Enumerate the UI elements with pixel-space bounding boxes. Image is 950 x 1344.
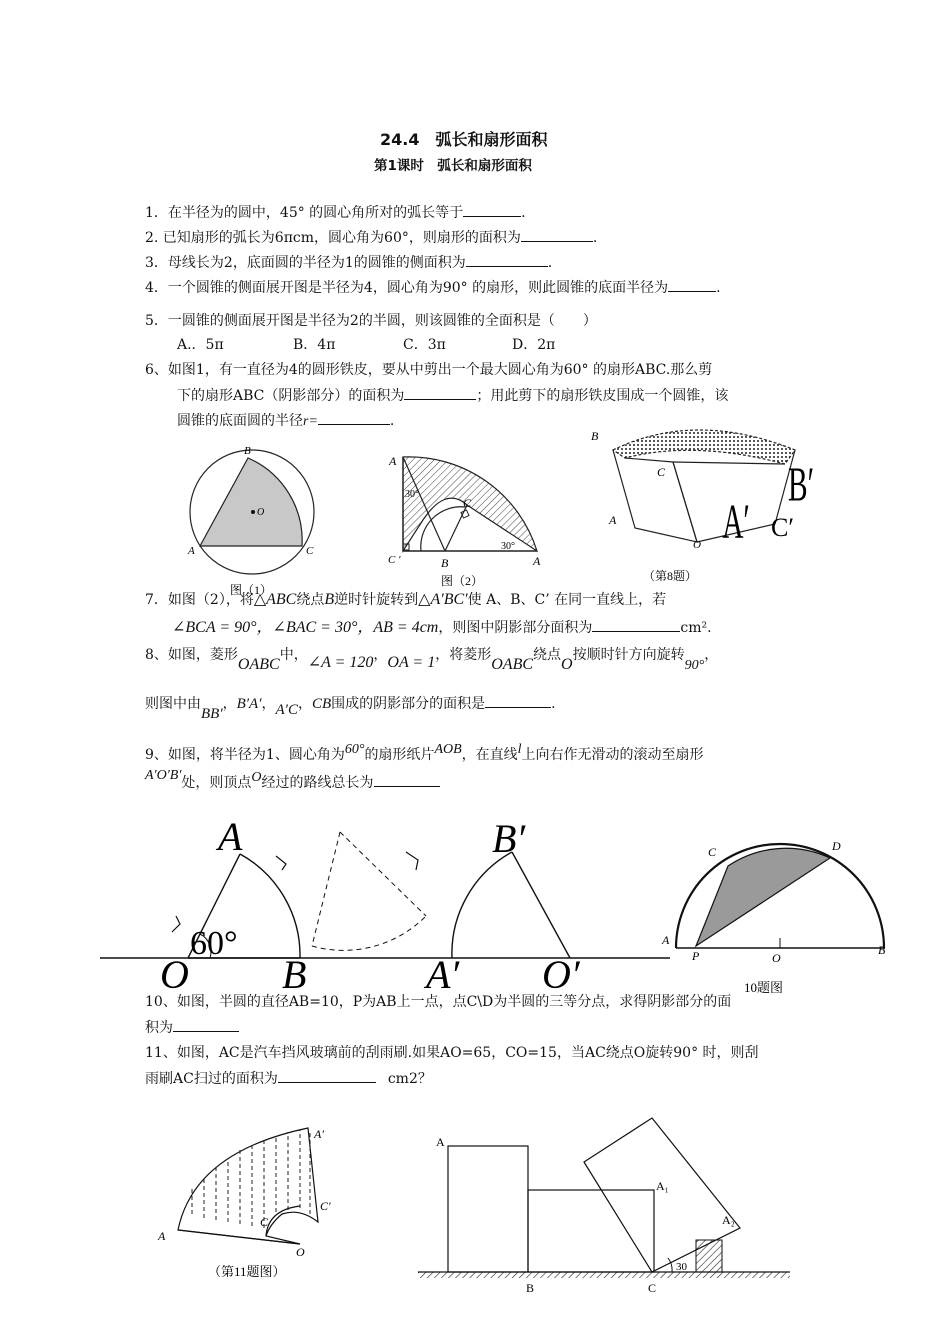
question-2-text: 2. 已知扇形的弧长为6πcm，圆心角为60°，则扇形的面积为 [145,230,521,246]
label-a2: A₂ [722,1213,735,1227]
inner-arc [266,1206,300,1236]
rotation-arrow-3 [406,852,418,870]
line-l: l [517,742,522,757]
angle-60: 60° [344,742,365,757]
answer-blank[interactable] [374,772,440,787]
label-b: B [878,943,886,957]
label-b: B [244,445,251,457]
page-subtitle: 第1课时 弧长和扇形面积 [374,158,532,174]
label-a: A [218,814,243,859]
label-b: B [441,556,449,570]
separator: ， [373,647,388,663]
question-9-text-3: ，在直线 [461,747,518,763]
question-8-text-5: 按顺时针方向旋转 [572,647,685,663]
question-8-text-4: 绕点 [533,647,562,663]
figure-8-caption: （第8题） [643,569,698,583]
question-7-line-2 [172,617,712,638]
label-o: O [693,539,701,551]
question-7-text: 7．如图（2），将 [145,592,254,608]
answer-blank[interactable] [485,693,551,708]
triangle-abc: △ABC [253,591,297,608]
arc-b-prime-a-prime: B′A′ [236,696,262,712]
question-9-text-6: 经过的路线总长为 [261,775,374,791]
label-a-top: A [389,454,397,468]
question-1 [145,202,526,223]
question-8-text-2: 中， [279,647,308,663]
label-c: C [708,845,717,859]
answer-blank[interactable] [173,1017,239,1032]
page-title: 24.4 弧长和扇形面积 [380,130,548,149]
question-6-text: 下的扇形ABC（阴影部分）的面积为 [177,388,405,404]
sector-2-arc [452,852,512,958]
question-8-text-7: 则图中由 [145,696,201,712]
question-9-line-2 [145,768,440,794]
point-o: O [251,770,262,785]
label-a: A [609,513,617,527]
prism-top-edge [625,458,673,462]
unit-cm2: cm². [680,620,712,636]
figure-11-caption: （第11题图） [208,1264,286,1279]
option-d[interactable]: D．2π [512,337,556,353]
figure-10 [656,832,896,995]
figure-8 [585,420,825,590]
center-point [251,510,255,514]
rotation-degrees: 90° [684,658,705,673]
question-5: 5．一圆锥的侧面展开图是半径为2的半圆，则该圆锥的全面积是（ ） [145,313,597,329]
question-11-line-2 [145,1068,432,1089]
answer-blank[interactable] [521,227,593,242]
label-b: B [282,952,307,997]
label-a: A [436,1135,445,1149]
right-angle-mark-2 [461,510,469,518]
question-9-line-1 [145,742,704,766]
label-c-prime: C ′ [388,554,401,566]
question-8-end: . [551,696,556,712]
label-angle-30-top: 30° [405,489,419,500]
label-c-prime: C′ [771,513,795,542]
question-6-text-2: ；用此剪下的扇形铁皮围成一个圆锥，该 [476,388,729,404]
label-c: C [463,496,472,510]
label-o: O [160,952,189,997]
option-a[interactable]: A.．5π [177,337,224,353]
question-7-text-2: 绕点 [296,592,325,608]
rotation-arrow-2 [276,856,286,870]
question-9-text: 9、如图，将半径为1、圆心角为 [145,747,345,763]
label-a-prime: A′ [722,493,750,549]
shaded-sector [200,458,302,546]
arc-bb-prime: BB′ [201,706,223,722]
label-c: C [260,1215,269,1229]
dashed-sector-arc [312,916,426,950]
segment-b-c [445,505,467,551]
question-6-text-3: 圆锥的底面圆的半径 [177,413,303,429]
question-4 [145,277,721,298]
angle-arc [668,1258,672,1272]
prism-left [613,450,697,542]
option-b[interactable]: B．4π [293,337,336,353]
answer-blank[interactable] [466,252,548,267]
sector-1-arc [240,854,300,958]
label-o: O [296,1245,305,1259]
question-1-text: 1．在半径为的圆中，45° 的圆心角所对的弧长等于 [145,205,464,221]
question-6-line-2 [177,385,728,406]
label-c: C [306,545,314,557]
triangle-a-prime: △A′BC′ [418,591,468,608]
question-8-text-6: ， [704,647,719,663]
question-3 [145,252,552,273]
box-flat [528,1190,654,1272]
rotation-arrow-1 [172,916,180,932]
figure-2-caption: 图（2） [441,574,484,588]
label-a: A [188,545,195,557]
dashed-sector-side-1 [312,832,340,946]
sector-a-prime: A′O′B′ [145,768,182,783]
label-b: B [591,429,599,443]
label-c: C [648,1281,657,1295]
label-d: D [832,839,841,853]
label-angle-30-bottom: 30° [501,541,515,552]
sweep-outline [178,1128,318,1244]
dashed-sector-side-2 [340,832,426,916]
rhombus-oabc-2: OABC [491,656,534,673]
question-2 [145,227,597,248]
segment-oa: OA = 1 [387,654,436,671]
label-o: O [257,507,265,518]
question-7-line-1 [145,590,666,610]
label-o-prime: O′ [542,952,580,997]
label-a-prime: A′ [426,952,460,997]
question-3-text: 3．母线长为2，底面圆的半径为1的圆锥的侧面积为 [145,255,466,271]
answer-blank[interactable] [463,202,521,217]
question-4-end: . [716,280,721,296]
ground [418,1272,790,1278]
label-a-prime: A′ [314,1127,324,1141]
unit-cm2: cm2？ [387,1071,432,1087]
wiper-base [178,1230,300,1244]
point-b: B [324,591,335,608]
question-8-text-3: ，将菱形 [435,647,492,663]
label-o: O [772,951,781,965]
label-angle-30: 30 [676,1261,687,1273]
question-3-end: . [547,255,553,271]
question-1-end: . [521,205,526,221]
label-a: A [158,1229,166,1243]
label-b: B [526,1281,535,1295]
question-10-line-2 [145,1017,239,1038]
shaded-region [696,848,830,946]
label-b-prime: B′ [492,816,526,861]
prism-top-edge-2 [673,462,785,464]
question-9-text-5: 处，则顶点 [181,775,252,791]
question-8-line-2: 则图中由BB′，B′A′，A′C，CB围成的阴影部分的面积是 . [145,693,556,714]
radius-symbol: r= [303,414,318,429]
figure-11 [150,1118,350,1283]
answer-blank[interactable] [668,277,716,292]
label-a1: A₁ [656,1179,669,1193]
angle-a: ∠A = 120 [307,654,374,671]
figure-1 [180,440,330,597]
rhombus-oabc: OABC [237,656,280,673]
question-6-end: . [389,413,395,429]
figure-2 [385,445,555,595]
question-8-text-8: 围成的阴影部分的面积是 [331,696,486,712]
label-b-prime: B′ [788,457,815,512]
figure-10-caption: 10题图 [744,980,784,995]
question-9-text-4: 上向右作无滑动的滚动至扇形 [521,747,704,763]
sector-aob: AOB [434,742,462,757]
question-11-line-1: 11、如图，AC是汽车挡风玻璃前的刮雨刷.如果AO=65，CO=15，当AC绕点O旋转90° 时，则刮 [145,1045,759,1061]
question-9-text-2: 的扇形纸片 [364,747,435,763]
question-10-line-1: 10、如图，半圆的直径AB=10，P为AB上一点，点C\D为半圆的三等分点，求得阴影部分的面 [145,994,732,1010]
label-c: C [657,465,666,479]
answer-blank[interactable] [318,410,390,425]
figure-1-caption: 图（1） [230,583,273,597]
answer-blank[interactable] [592,617,680,632]
arc-a-prime-c: A′C [275,702,298,718]
box-upright [448,1146,528,1272]
figure-12 [410,1118,800,1298]
small-block [696,1240,722,1272]
label-c-prime: C′ [320,1199,331,1213]
answer-blank[interactable] [404,385,476,400]
question-2-end: . [592,230,598,246]
label-a: A [662,933,670,947]
question-7-text-4: 使 A、B、C’ 在同一直线上，若 [467,592,667,608]
label-a: A [533,554,541,568]
point-o: O [561,656,573,673]
figure-9 [100,812,670,997]
segment-cb: CB [311,696,332,712]
dashed-fill-lines [192,1130,310,1228]
sector-2-side-1 [512,852,570,958]
question-6-line-3 [177,410,394,432]
question-6-line-1: 6、如图1，有一直径为4的圆形铁皮，要从中剪出一个最大圆心角为60° 的扇形ABC.那么剪 [145,362,713,378]
option-c[interactable]: C．3π [403,337,446,353]
question-11-text: 雨刷AC扫过的面积为 [145,1071,278,1087]
question-10-text: 积为 [145,1020,173,1036]
question-7-conditions: ∠BCA = 90°，∠BAC = 30°，AB = 4cm [172,619,439,636]
question-4-text: 4．一个圆锥的侧面展开图是半径为4，圆心角为90° 的扇形，则此圆锥的底面半径为 [145,280,669,296]
answer-blank[interactable] [278,1068,376,1083]
label-60: 60° [190,925,238,962]
question-8-line-1 [145,645,719,673]
question-7-text-5: ，则图中阴影部分面积为 [438,620,593,636]
label-p: P [692,949,700,963]
question-8-text: 8、如图，菱形 [145,647,238,663]
question-7-text-3: 逆时针旋转到 [334,592,419,608]
